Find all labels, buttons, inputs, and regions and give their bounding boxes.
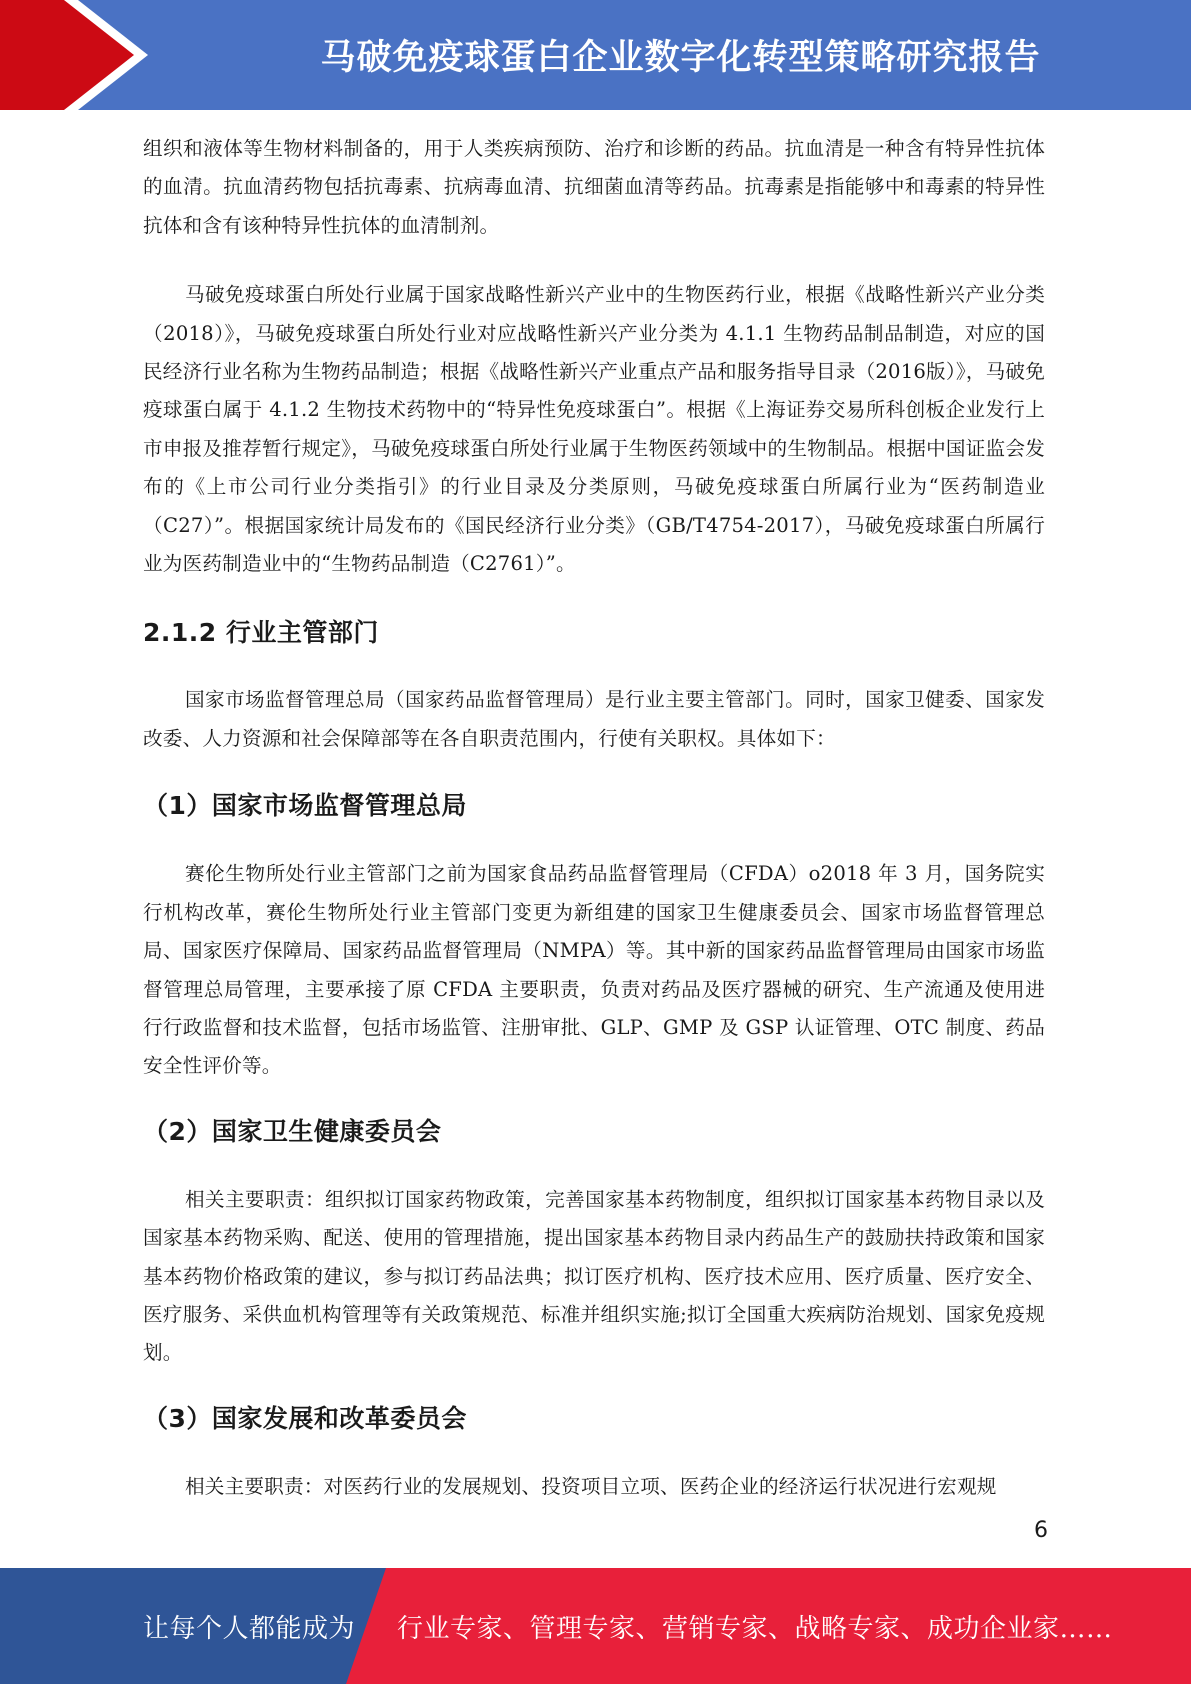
- section-heading-2-1-2: 2.1.2 行业主管部门: [143, 618, 379, 648]
- subheading-nhc: （2）国家卫生健康委员会: [143, 1116, 442, 1146]
- header-banner: [0, 0, 1191, 110]
- footer-banner: [0, 1568, 1191, 1684]
- page-body: [143, 130, 1045, 1506]
- paragraph-samr: 赛伦生物所处行业主管部门之前为国家食品药品监督管理局（CFDA）o2018 年 3 月，国务院实行机构改革，赛伦生物所处行业主管部门变更为新组建的国家卫生健康委员会、国家市场监督管理总局、国家医疗保障局、国家药品监督管理局（NMPA）等。其中新的国家药品监督管理局由国家市场监督管理总局管理，主要承接了原 CFDA 主要职责，负责对药品及医疗器械的研究、生产流通及使用进行行政监督和技术监督，包括市场监管、注册审批、GLP、GMP 及 GSP 认证管理、OTC 制度、药品安全性评价等。: [143, 862, 1045, 1078]
- paragraph-ndrc: 相关主要职责：对医药行业的发展规划、投资项目立项、医药企业的经济运行状况进行宏观规: [185, 1474, 997, 1498]
- paragraph-intro: 组织和液体等生物材料制备的，用于人类疾病预防、治疗和诊断的药品。抗血清是一种含有特异性抗体的血清。抗血清药物包括抗毒素、抗病毒血清、抗细菌血清等药品。抗毒素是指能够中和毒素的特异性抗体和含有该种特异性抗体的血清制剂。: [143, 137, 1045, 237]
- footer-slogan-right: 行业专家、管理专家、营销专家、战略专家、成功企业家……: [397, 1613, 1113, 1644]
- paragraph-industry-classification: 马破免疫球蛋白所处行业属于国家战略性新兴产业中的生物医药行业，根据《战略性新兴产业分类（2018）》，马破免疫球蛋白所处行业对应战略性新兴产业分类为 4.1.1 生物药品制品制造，对应的国民经济行业名称为生物药品制造；根据《战略性新兴产业重点产品和服务指导目录（2016版）》，马破免疫球蛋白属于 4.1.2 生物技术药物中的“特异性免疫球蛋白”。根据《上海证券交易所科创板企业发行上市申报及推荐暂行规定》，马破免疫球蛋白所处行业属于生物医药领域中的生物制品。根据中国证监会发布的《上市公司行业分类指引》的行业目录及分类原则，马破免疫球蛋白所属行业为“医药制造业（C27）”。根据国家统计局发布的《国民经济行业分类》（GB/T4754-2017），马破免疫球蛋白所属行业为医药制造业中的“生物药品制造（C2761）”。: [143, 283, 1045, 576]
- page-number: 6: [1034, 1518, 1048, 1543]
- report-title: 马破免疫球蛋白企业数字化转型策略研究报告: [320, 38, 1041, 78]
- subheading-ndrc: （3）国家发展和改革委员会: [143, 1403, 467, 1433]
- paragraph-nhc: 相关主要职责：组织拟订国家药物政策，完善国家基本药物制度，组织拟订国家基本药物目录以及国家基本药物采购、配送、使用的管理措施，提出国家基本药物目录内药品生产的鼓励扶持政策和国家基本药物价格政策的建议，参与拟订药品法典；拟订医疗机构、医疗技术应用、医疗质量、医疗安全、医疗服务、采供血机构管理等有关政策规范、标准并组织实施;拟订全国重大疾病防治规划、国家免疫规划。: [143, 1187, 1045, 1365]
- paragraph-authorities: 国家市场监督管理总局（国家药品监督管理局）是行业主要主管部门。同时，国家卫健委、国家发改委、人力资源和社会保障部等在各自职责范围内，行使有关职权。具体如下：: [143, 688, 1045, 750]
- subheading-samr: （1）国家市场监督管理总局: [143, 791, 467, 821]
- header-red-chevron: [0, 0, 134, 110]
- footer-slogan-left: 让每个人都能成为: [143, 1613, 356, 1644]
